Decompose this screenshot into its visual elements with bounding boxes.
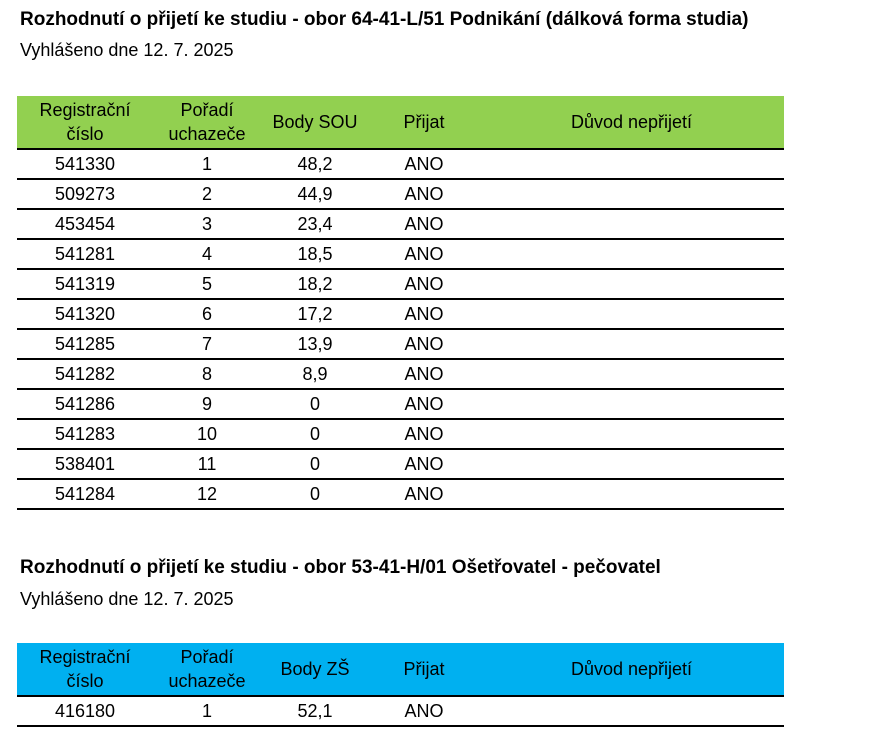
cell-points: 44,9 [261, 179, 369, 209]
cell-registration: 509273 [17, 179, 153, 209]
cell-order: 7 [153, 329, 261, 359]
cell-accepted: ANO [369, 449, 479, 479]
cell-reason [479, 389, 784, 419]
section-2-title: Rozhodnutí o přijetí ke studiu - obor 53-41-H/01 Ošetřovatel - pečovatel [20, 557, 661, 578]
cell-points: 8,9 [261, 359, 369, 389]
cell-points: 17,2 [261, 299, 369, 329]
cell-points: 0 [261, 419, 369, 449]
header-label: Pořadí [180, 647, 234, 667]
cell-points: 0 [261, 479, 369, 509]
cell-order: 12 [153, 479, 261, 509]
cell-reason [479, 269, 784, 299]
cell-accepted: ANO [369, 209, 479, 239]
cell-reason [479, 239, 784, 269]
cell-points: 23,4 [261, 209, 369, 239]
column-header-accepted: Přijat [369, 96, 479, 149]
cell-points: 52,1 [261, 696, 369, 726]
cell-reason [479, 419, 784, 449]
cell-reason [479, 149, 784, 179]
section-2-date: Vyhlášeno dne 12. 7. 2025 [20, 589, 234, 609]
cell-reason [479, 329, 784, 359]
column-header-order [153, 96, 261, 149]
column-header-points: Body ZŠ [261, 643, 369, 696]
cell-accepted: ANO [369, 179, 479, 209]
cell-reason [479, 209, 784, 239]
cell-registration: 538401 [17, 449, 153, 479]
cell-order: 2 [153, 179, 261, 209]
cell-points: 0 [261, 389, 369, 419]
table-row [17, 479, 784, 509]
cell-registration: 541330 [17, 149, 153, 179]
cell-registration: 541283 [17, 419, 153, 449]
table-row [17, 419, 784, 449]
table-row [17, 239, 784, 269]
table-row [17, 269, 784, 299]
cell-order: 6 [153, 299, 261, 329]
table-header-row [17, 643, 784, 696]
table-row [17, 389, 784, 419]
table-header-row [17, 96, 784, 149]
cell-order: 1 [153, 696, 261, 726]
column-header-accepted: Přijat [369, 643, 479, 696]
column-header-points: Body SOU [261, 96, 369, 149]
header-label: číslo [66, 671, 104, 691]
cell-reason [479, 359, 784, 389]
cell-order: 8 [153, 359, 261, 389]
cell-points: 18,5 [261, 239, 369, 269]
column-header-order [153, 643, 261, 696]
cell-reason [479, 179, 784, 209]
cell-points: 0 [261, 449, 369, 479]
column-header-reason: Důvod nepřijetí [479, 643, 784, 696]
cell-order: 1 [153, 149, 261, 179]
cell-registration: 541320 [17, 299, 153, 329]
cell-order: 11 [153, 449, 261, 479]
column-header-registration [17, 643, 153, 696]
cell-order: 10 [153, 419, 261, 449]
cell-registration: 541282 [17, 359, 153, 389]
admission-table-1 [17, 96, 784, 510]
table-row [17, 149, 784, 179]
cell-accepted: ANO [369, 696, 479, 726]
cell-accepted: ANO [369, 269, 479, 299]
cell-order: 4 [153, 239, 261, 269]
header-label: Pořadí [180, 100, 234, 120]
cell-order: 9 [153, 389, 261, 419]
table-row [17, 209, 784, 239]
cell-order: 3 [153, 209, 261, 239]
cell-registration: 453454 [17, 209, 153, 239]
header-label: uchazeče [168, 124, 246, 144]
cell-accepted: ANO [369, 329, 479, 359]
table-row [17, 449, 784, 479]
cell-accepted: ANO [369, 299, 479, 329]
cell-registration: 541281 [17, 239, 153, 269]
cell-points: 13,9 [261, 329, 369, 359]
table-row [17, 299, 784, 329]
section-1-date: Vyhlášeno dne 12. 7. 2025 [20, 40, 234, 60]
table-row [17, 359, 784, 389]
admission-table-2 [17, 643, 784, 727]
table-row [17, 179, 784, 209]
cell-accepted: ANO [369, 389, 479, 419]
cell-registration: 541285 [17, 329, 153, 359]
table-row [17, 329, 784, 359]
column-header-reason: Důvod nepřijetí [479, 96, 784, 149]
cell-registration: 416180 [17, 696, 153, 726]
cell-order: 5 [153, 269, 261, 299]
cell-accepted: ANO [369, 359, 479, 389]
cell-accepted: ANO [369, 419, 479, 449]
cell-registration: 541284 [17, 479, 153, 509]
cell-reason [479, 696, 784, 726]
cell-accepted: ANO [369, 149, 479, 179]
cell-points: 48,2 [261, 149, 369, 179]
cell-reason [479, 479, 784, 509]
cell-registration: 541286 [17, 389, 153, 419]
header-label: Registrační [39, 647, 131, 667]
header-label: uchazeče [168, 671, 246, 691]
cell-reason [479, 449, 784, 479]
header-label: číslo [66, 124, 104, 144]
table-row [17, 696, 784, 726]
cell-registration: 541319 [17, 269, 153, 299]
cell-accepted: ANO [369, 479, 479, 509]
cell-points: 18,2 [261, 269, 369, 299]
column-header-registration [17, 96, 153, 149]
cell-reason [479, 299, 784, 329]
header-label: Registrační [39, 100, 131, 120]
section-1-title: Rozhodnutí o přijetí ke studiu - obor 64-41-L/51 Podnikání (dálková forma studia) [20, 9, 749, 30]
cell-accepted: ANO [369, 239, 479, 269]
